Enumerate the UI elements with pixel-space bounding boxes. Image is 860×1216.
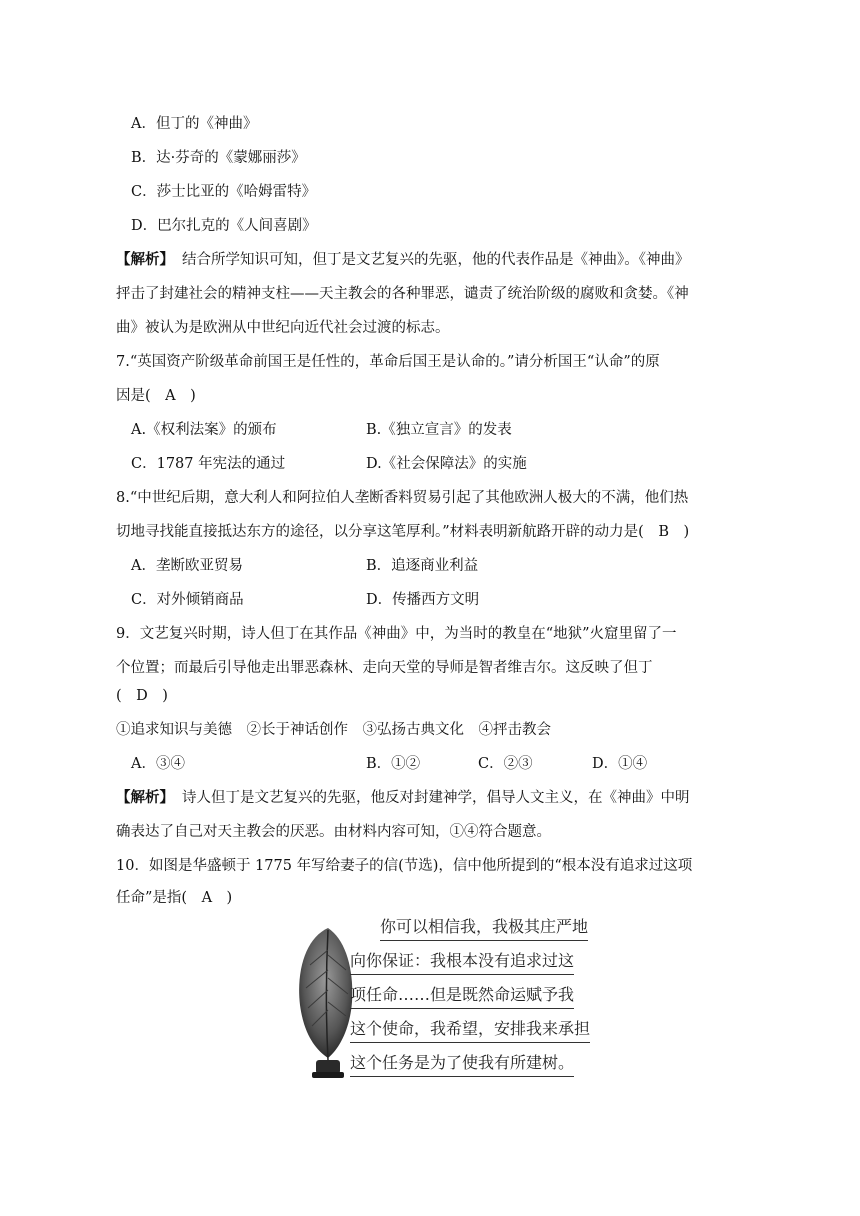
- q7-stem-line-2: 因是( A ): [116, 388, 196, 404]
- q7-option-a: A.《权利法案》的颁布: [131, 422, 277, 438]
- q9-stem-line-1: 9．文艺复兴时期，诗人但丁在其作品《神曲》中，为当时的教皇在“地狱”火窟里留了一: [116, 626, 677, 642]
- q6-option-d: D．巴尔扎克的《人间喜剧》: [131, 218, 317, 234]
- q8-option-c: C．对外倾销商品: [131, 592, 244, 608]
- q7-stem-line-1: 7.“英国资产阶级革命前国王是任性的，革命后国王是认命的。”请分析国王“认命”的原: [116, 354, 660, 370]
- q9-stem-line-3: ( D ): [116, 688, 168, 704]
- letter-line-3: 项任命……但是既然命运赋予我: [350, 984, 574, 1009]
- q6-option-a: A．但丁的《神曲》: [131, 116, 258, 132]
- q8-option-b: B．追逐商业利益: [366, 558, 479, 574]
- q9-analysis-line-1: 【解析】 诗人但丁是文艺复兴的先驱，他反对封建神学，倡导人文主义，在《神曲》中明: [116, 790, 690, 806]
- q7-option-b: B.《独立宣言》的发表: [366, 422, 512, 438]
- letter-line-4: 这个使命，我希望，安排我来承担: [350, 1018, 590, 1043]
- q9-analysis-line-2: 确表达了自己对天主教会的厌恶。由材料内容可知，①④符合题意。: [116, 824, 551, 840]
- q6-analysis-line-3: 曲》被认为是欧洲从中世纪向近代社会过渡的标志。: [116, 320, 450, 336]
- q9-option-c: C．②③: [478, 756, 533, 772]
- q8-option-a: A．垄断欧亚贸易: [131, 558, 243, 574]
- q8-stem-line-2: 切地寻找能直接抵达东方的途径，以分享这笔厚利。”材料表明新航路开辟的动力是( B ): [116, 524, 690, 540]
- q9-analysis-label: 【解析】: [116, 790, 174, 806]
- q7-option-d: D.《社会保障法》的实施: [366, 456, 527, 472]
- q9-option-b: B．①②: [366, 756, 421, 772]
- q6-analysis-label: 【解析】: [116, 252, 174, 268]
- q8-option-d: D．传播西方文明: [366, 592, 480, 608]
- letter-line-2: 向你保证：我根本没有追求过这: [350, 950, 574, 975]
- q6-option-c: C．莎士比亚的《哈姆雷特》: [131, 184, 317, 200]
- q6-analysis-line-1: 【解析】 结合所学知识可知，但丁是文艺复兴的先驱，他的代表作品是《神曲》。《神曲》: [116, 252, 690, 268]
- q8-stem-line-1: 8.“中世纪后期，意大利人和阿拉伯人垄断香料贸易引起了其他欧洲人极大的不满，他们热: [116, 490, 689, 506]
- q9-option-a: A．③④: [131, 756, 185, 772]
- q9-option-d: D．①④: [592, 756, 648, 772]
- letter-figure: [288, 910, 591, 1090]
- q6-analysis-line-2: 抨击了封建社会的精神支柱——天主教会的各种罪恶，谴责了统治阶级的腐败和贪婪。《神: [116, 286, 689, 302]
- letter-line-5: 这个任务是为了使我有所建树。: [350, 1052, 574, 1077]
- q7-option-c: C．1787 年宪法的通过: [131, 456, 286, 472]
- q10-stem-line-2: 任命”是指( A ): [116, 890, 233, 906]
- q9-stem-line-2: 个位置；而最后引导他走出罪恶森林、走向天堂的导师是智者维吉尔。这反映了但丁: [116, 660, 653, 676]
- letter-line-1: 你可以相信我，我极其庄严地: [380, 916, 588, 941]
- q10-stem-line-1: 10．如图是华盛顿于 1775 年写给妻子的信(节选)，信中他所提到的“根本没有追求过这项: [116, 858, 693, 874]
- q6-option-b: B．达·芬奇的《蒙娜丽莎》: [131, 150, 306, 166]
- q9-items: ①追求知识与美德 ②长于神话创作 ③弘扬古典文化 ④抨击教会: [116, 722, 551, 738]
